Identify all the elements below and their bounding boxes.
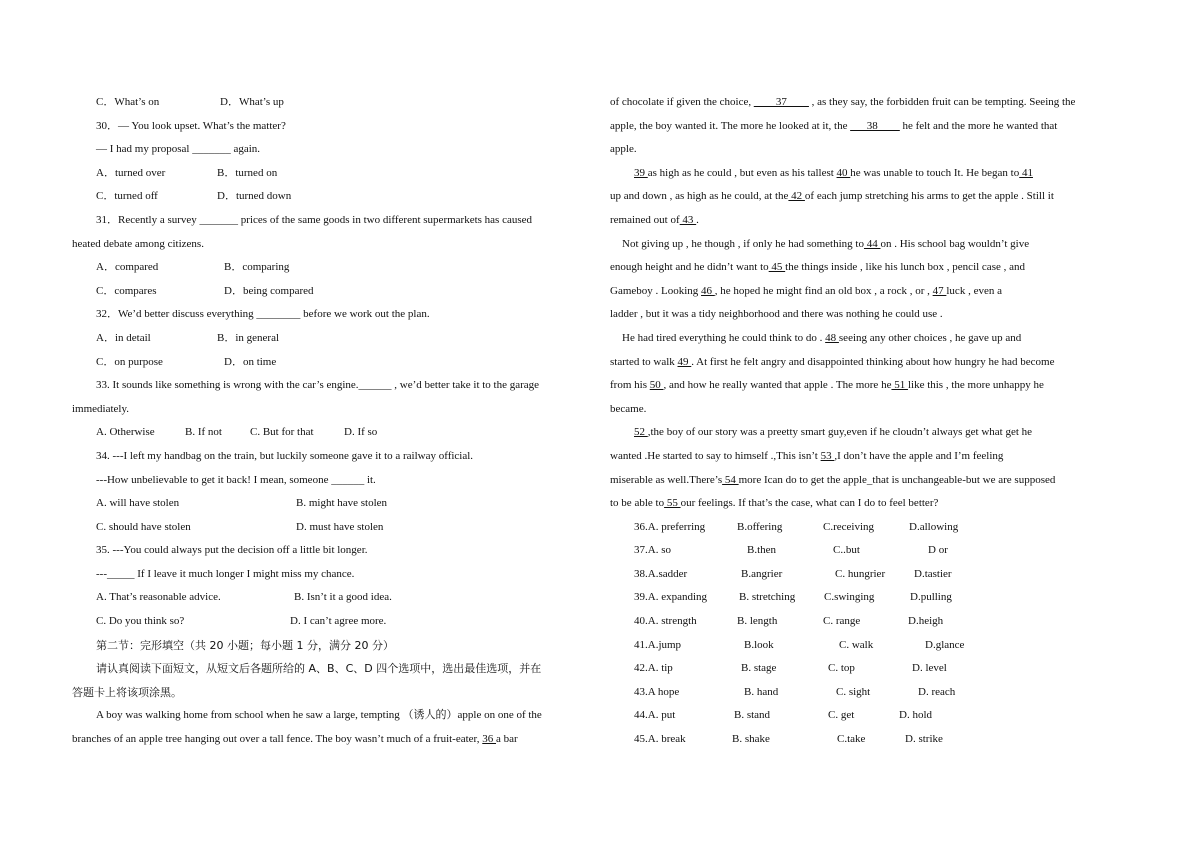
option-b: B．comparing <box>224 261 290 274</box>
section-instruction-cont: 答题卡上将该项涂黑。 <box>72 685 182 699</box>
blank-47: 47 <box>932 284 947 297</box>
question-35-dialog: ---_____ If I leave it much longer I might miss my chance. <box>96 567 355 580</box>
passage-line: ladder , but it was a tidy neighborhood and there was nothing he could use . <box>610 308 943 321</box>
text-segment: a bar <box>496 733 518 746</box>
text-segment: luck , even a <box>946 284 1002 297</box>
option-d: D. If so <box>344 426 378 439</box>
passage-line <box>610 91 1130 115</box>
left-column <box>72 91 592 752</box>
passage-line <box>610 256 1130 280</box>
option-row <box>610 657 1130 681</box>
passage-line <box>610 492 1130 516</box>
passage-line: became. <box>610 402 647 415</box>
text-segment: B. stretching <box>739 591 796 604</box>
option-b: B. might have stolen <box>296 497 388 510</box>
text-segment: D. hold <box>899 709 932 722</box>
right-column <box>610 91 1130 752</box>
passage-line <box>610 374 1130 398</box>
option-d: D. must have stolen <box>296 520 384 533</box>
text-segment: ,the boy of our story was a preetty smart guy,even if he cloudn’t always get what get he <box>647 426 1033 439</box>
text-segment: 37.A. so <box>634 544 671 557</box>
option-c: C．What’s on <box>96 96 160 108</box>
text-segment: Not giving up , he though , if only he had something to <box>622 237 864 250</box>
text-segment: B.then <box>747 544 777 557</box>
text-segment: C. sight <box>836 685 871 698</box>
text-segment: C. top <box>828 662 855 675</box>
option-row <box>610 704 1130 728</box>
option-a: A．turned over <box>96 166 166 179</box>
question-35-stem: 35. ---You could always put the decision off a little bit longer. <box>96 544 368 557</box>
option-a: A．in detail <box>96 331 151 344</box>
passage-line <box>610 162 1130 186</box>
question-30-dialog: — I had my proposal _______ again. <box>96 143 261 156</box>
blank-42: 42 <box>788 190 805 203</box>
question-34-options-cd <box>72 516 592 540</box>
option-c: C．compares <box>96 284 157 297</box>
question-34-options-ab <box>72 492 592 516</box>
text-segment: 36.A. preferring <box>634 520 706 533</box>
question-31-options-ab <box>72 256 592 280</box>
section-title: 第二节：完形填空（共 20 小题；每小题 1 分，满分 20 分） <box>96 638 394 652</box>
passage-line: apple. <box>610 143 637 156</box>
text-segment: B. stage <box>741 662 777 675</box>
passage-line <box>610 233 1130 257</box>
text-segment: 42.A. tip <box>634 662 673 675</box>
option-b: B. Isn’t it a good idea. <box>294 591 392 604</box>
passage-line <box>610 445 1130 469</box>
blank-36: 36 <box>482 733 497 746</box>
passage-line <box>610 327 1130 351</box>
text-segment: branches of an apple tree hanging out over a tall fence. The boy wasn’t much of a fruit-eater, <box>72 733 483 746</box>
text-segment: 43.A hope <box>634 685 680 698</box>
text-segment: to be able to <box>610 497 665 510</box>
option-a: A. will have stolen <box>96 497 180 510</box>
text-segment: C. hungrier <box>835 567 886 580</box>
text-segment: . <box>696 213 699 226</box>
question-32-options-ab <box>72 327 592 351</box>
option-c: C．on purpose <box>96 355 163 368</box>
question-33-stem-cont: immediately. <box>72 402 130 415</box>
question-30-options-ab <box>72 162 592 186</box>
text-segment: , he hoped he might find an old box , a rock , or , <box>714 284 933 297</box>
text-segment: He had tired everything he could think to do . <box>622 331 826 344</box>
text-segment: C..but <box>833 544 860 557</box>
text-segment: 40.A. strength <box>634 615 697 628</box>
passage-line <box>610 185 1130 209</box>
text-segment: B. shake <box>732 733 770 746</box>
option-d: D. I can’t agree more. <box>290 615 387 628</box>
blank-40: 40 <box>836 166 851 179</box>
option-b: B．in general <box>217 331 280 344</box>
option-row <box>610 516 1130 540</box>
question-31-stem: 31．Recently a survey _______ prices of the same goods in two different supermarkets has caused <box>96 213 533 226</box>
text-segment: on . His school bag wouldn’t give <box>880 237 1030 250</box>
question-32-stem: 32．We’d better discuss everything ________ before we work out the plan. <box>96 308 430 321</box>
text-segment: up and down , as high as he could, at the <box>610 190 789 203</box>
text-segment: our feelings. If that’s the case, what can I do to feel better? <box>680 497 939 510</box>
blank-39: 39 <box>634 166 648 179</box>
text-segment: B. length <box>737 615 778 628</box>
blank-48: 48 <box>825 331 839 344</box>
text-segment: C. get <box>828 709 855 722</box>
text-segment: D.heigh <box>908 615 944 628</box>
blank-55: 55 <box>664 497 681 510</box>
question-35-options-ab <box>72 586 592 610</box>
passage-line <box>610 421 1130 445</box>
text-segment: D.allowing <box>909 520 959 533</box>
option-d: D．on time <box>224 355 277 368</box>
text-segment: C.swinging <box>824 591 875 604</box>
blank-37: ____37____ <box>753 96 809 108</box>
blank-49: 49 <box>677 355 692 368</box>
question-30-stem: 30．— You look upset. What’s the matter? <box>96 119 286 132</box>
text-segment: B. hand <box>744 685 779 698</box>
text-segment: B.offering <box>737 520 783 533</box>
blank-38: ___38____ <box>850 119 900 132</box>
blank-54: 54 <box>722 473 739 486</box>
text-segment: of each jump stretching his arms to get the apple . Still it <box>804 190 1054 203</box>
option-b: B. If not <box>185 426 222 439</box>
option-a: A. That’s reasonable advice. <box>96 591 221 604</box>
text-segment: D or <box>928 544 948 557</box>
question-30-options-cd <box>72 185 592 209</box>
text-segment: D. level <box>912 662 947 675</box>
question-35-options-cd <box>72 610 592 634</box>
text-segment: the things inside , like his lunch box , pencil case , and <box>785 261 1025 274</box>
text-segment: 45.A. break <box>634 733 686 746</box>
text-segment: 44.A. put <box>634 709 676 722</box>
text-segment: apple, the boy wanted it. The more he looked at it, the <box>610 119 851 132</box>
text-segment: C.take <box>837 733 866 746</box>
text-segment: Gameboy . Looking <box>610 284 702 297</box>
passage-line <box>72 728 592 752</box>
option-row <box>610 586 1130 610</box>
blank-45: 45 <box>768 261 786 274</box>
text-segment: ,I don’t have the apple and I’m feeling <box>834 449 1004 462</box>
text-segment: he felt and the more he wanted that <box>899 119 1058 132</box>
blank-53: 53 <box>820 449 835 462</box>
text-segment: D. strike <box>905 733 943 746</box>
option-row <box>610 681 1130 705</box>
text-segment: , as they say, the forbidden fruit can be tempting. Seeing the <box>808 96 1076 108</box>
text-segment: miserable as well.There’s <box>610 473 723 486</box>
answer-options <box>610 516 1130 752</box>
question-34-dialog: ---How unbelievable to get it back! I mean, someone ______ it. <box>96 473 376 486</box>
option-d: D．being compared <box>224 284 314 297</box>
question-31-stem-cont: heated debate among citizens. <box>72 237 204 250</box>
text-segment: wanted .He started to say to himself .,This isn’t <box>610 449 821 462</box>
text-segment: D.pulling <box>910 591 952 604</box>
option-d: D．turned down <box>217 190 292 203</box>
question-29-options-cd <box>72 91 592 115</box>
passage-line <box>610 469 1130 493</box>
text-segment: D.glance <box>925 638 965 651</box>
option-a: A. Otherwise <box>96 426 155 439</box>
text-segment: 38.A.sadder <box>634 567 688 580</box>
blank-52: 52 <box>634 426 648 439</box>
option-c: C. But for that <box>250 426 314 439</box>
text-segment: more Ican do to get the apple_that is unchangeable-but we are supposed <box>738 473 1056 486</box>
text-segment: of chocolate if given the choice, <box>610 96 754 108</box>
option-c: C．turned off <box>96 190 158 203</box>
text-segment: . At first he felt angry and disappointed thinking about how hungry he had become <box>691 355 1055 368</box>
option-c: C. should have stolen <box>96 520 191 533</box>
question-34-stem: 34. ---I left my handbag on the train, but luckily someone gave it to a railway official. <box>96 449 474 462</box>
passage-line: A boy was walking home from school when he saw a large, tempting （诱人的）apple on one of the <box>96 709 542 722</box>
question-33-stem: 33. It sounds like something is wrong with the car’s engine.______ , we’d better take it to the garage <box>96 379 540 392</box>
text-segment: B.angrier <box>741 567 783 580</box>
question-33-options <box>72 421 592 445</box>
text-segment: from his <box>610 379 650 392</box>
text-segment: like this , the more unhappy he <box>907 379 1044 392</box>
text-segment: D.tastier <box>914 567 952 580</box>
text-segment: 39.A. expanding <box>634 591 708 604</box>
text-segment: as high as he could , but even as his tallest <box>647 166 837 179</box>
text-segment: B. stand <box>734 709 771 722</box>
text-segment: C. range <box>823 615 861 628</box>
passage-line <box>610 351 1130 375</box>
blank-43: 43 <box>679 213 697 226</box>
option-d: D．What’s up <box>220 96 284 108</box>
section-instruction: 请认真阅读下面短文，从短文后各题所给的 A、B、C、D 四个选项中，选出最佳选项，并在 <box>96 662 542 676</box>
option-row <box>610 728 1130 752</box>
text-segment: he was unable to touch It. He began to <box>850 166 1020 179</box>
text-segment: , and how he really wanted that apple . The more he <box>663 379 892 392</box>
passage-line <box>610 115 1130 139</box>
option-row <box>610 563 1130 587</box>
passage-line <box>610 280 1130 304</box>
question-32-options-cd <box>72 351 592 375</box>
blank-50: 50 <box>649 379 664 392</box>
blank-44: 44 <box>863 237 881 250</box>
option-row <box>610 539 1130 563</box>
text-segment: D. reach <box>918 685 956 698</box>
text-segment: seeing any other choices , he gave up and <box>838 331 1022 344</box>
text-segment: C.receiving <box>823 520 875 533</box>
text-segment: C. walk <box>839 638 874 651</box>
option-row <box>610 610 1130 634</box>
text-segment: 41.A.jump <box>634 638 682 651</box>
text-segment: enough height and he didn’t want to <box>610 261 769 274</box>
option-row <box>610 634 1130 658</box>
passage-line <box>610 209 1130 233</box>
option-c: C. Do you think so? <box>96 615 185 628</box>
blank-41: 41 <box>1019 166 1033 179</box>
text-segment: remained out of <box>610 213 680 226</box>
text-segment: started to walk <box>610 355 678 368</box>
blank-51: 51 <box>891 379 908 392</box>
question-31-options-cd <box>72 280 592 304</box>
text-segment: B.look <box>744 638 774 651</box>
blank-46: 46 <box>701 284 715 297</box>
option-a: A．compared <box>96 261 159 274</box>
option-b: B．turned on <box>217 166 278 179</box>
